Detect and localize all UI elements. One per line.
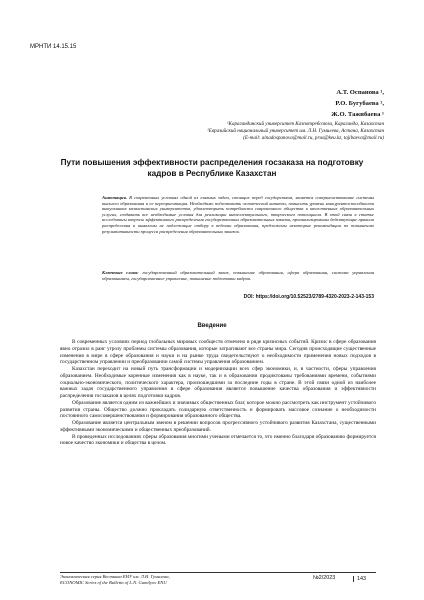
body-paragraph: Образование является центральным звеном в решении вопросов прогрессивного устойчивого развития Казахстана, существенными эффективными экономическими и общественных преобразований. [60, 420, 376, 433]
body-text [60, 339, 376, 447]
keywords-text: государственный образовательный заказ, повышение образования, сфера образования, система управления образованием, государственное управление, повышение подготовки кадров. [102, 270, 374, 281]
keywords-label: Ключевые слова: [102, 270, 139, 275]
author-name: Ж.О. Тажибаева ¹ [331, 111, 384, 118]
footer-divider [60, 572, 376, 573]
footer-journal-ru: Экономическая серия Вестника ЕНУ им. Л.Н. Гумилева, [60, 574, 170, 579]
footer-journal [60, 574, 170, 586]
author-name: Р.О. Бугубаева ², [335, 100, 384, 107]
author-list [331, 87, 384, 120]
footer-issue: №2/2023 [313, 575, 336, 581]
article-title: Пути повышения эффективности распределения госзаказа на подготовку кадров в Республике Казахстан [60, 158, 364, 178]
abstract-text: В современных условиях одной из главных задач, стоящих перед государством, является совершенствование системы высшего образования и ее переориентация. Необходимо подготовить человеческий капитал, повысить уровень конкурентоспособности выпускников казахстанских университетов, удовлетворить потребности современного общества в качественных образовательных услугах, создавать все необходимые условия для реализации интеллектуального, творческого потенциала. В этой связи в статье исследованы вопросы эффективного распределения государственных образовательных заказов, проанализированы действующие правила распределения и выявлены не подлежащие отбору в ведении образования, предложены некоторые рекомендации по повышению результативности процесса распределения образовательных заказов. [102, 195, 375, 234]
affiliation-line: ¹Карагандинский университет Казпотребсоюза, Караганда, Казахстан [227, 121, 384, 127]
body-paragraph: В проведенных исследованиях сферы образования многими учеными отмечается то, что именно благодаря образованию формируется новое качество экономики и общества в целом. [60, 433, 376, 447]
body-paragraph: В современных условиях период глобальных мировых сообществ отмечено в ряде кризисных событий. Кризис в сфере образования явно отразил в ранг угрозу проблемы системы образования, которые затрагивают все страны мира. Сегодня происходящие существенные изменения в мире в сфере образования и науки и на рынке труда свидетельствуют о необходимости применения новых подходов в государственном управлении и преобразовании самой системы управления образованием. [60, 339, 376, 366]
section-heading-introduction: Введение [197, 323, 227, 329]
keywords [102, 270, 374, 281]
doi-link[interactable]: DOI: https://doi.org/10.52523/2789-4320-2023-2-143-153 [243, 294, 374, 300]
footer-journal-en: ECONOMIC Series of the Bulletin of L.N. Gumilyov ENU [60, 580, 167, 585]
page-number: 143 [353, 576, 366, 582]
mrnti-code: МРНТИ 14.15.15 [30, 44, 77, 50]
affiliation-email: (E-mail: ainadospanova@mail.ru, prus@keu.kz, tajibaeva@mail.ru) [243, 135, 384, 142]
author-name: А.Т. Оспанова ¹, [336, 89, 384, 96]
affiliation-line: ²Евразийский национальный университет им. Л.Н. Гумилева, Астана, Казахстан [207, 128, 384, 135]
body-paragraph: Казахстан переходит на новый путь трансформации и модернизации всех сфер экономики, и, в частности, сферы управления образованием. Необходимые коренные изменения как в науке, так и в образовании продиктованы требованиями времени, событиями социально-экономического, политического характера, произошедшими за последние годы в стране. В этой связи одной из наиболее важных задач государственного управления в сфере образования является повышение качества образования и эффективности распределения госзаказов в целях подготовки кадров. [60, 366, 376, 399]
body-paragraph: Образование является одним из важнейших и значимых общественных благ, которое можно рассмотреть как инструмент устойчивого развития страны. Общество должно прокладать солидарную ответственность и формировать массовое сознание о необходимости постоянного самосовершенствования и формирования образованного общества. [60, 399, 376, 420]
affiliations [84, 121, 384, 143]
abstract-label: Аннотация. [102, 195, 127, 200]
abstract [102, 195, 374, 234]
